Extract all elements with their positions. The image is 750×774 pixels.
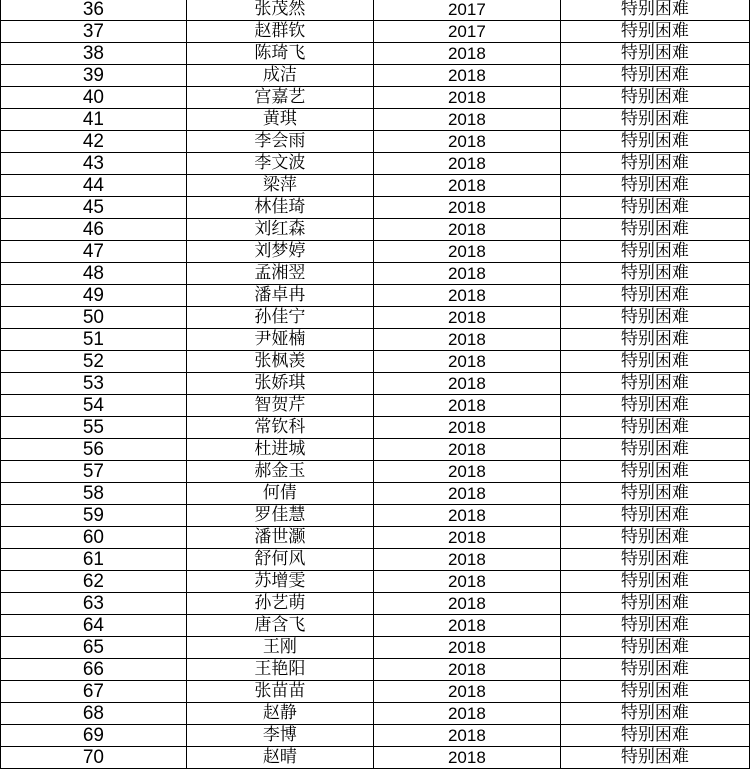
year-cell[interactable]: 2018 bbox=[373, 219, 560, 241]
row-number-cell[interactable]: 36 bbox=[1, 0, 187, 21]
year-cell[interactable]: 2018 bbox=[373, 175, 560, 197]
table-row bbox=[1, 747, 750, 769]
year-cell[interactable]: 2018 bbox=[373, 395, 560, 417]
student-name-cell[interactable]: 潘世灏 bbox=[186, 527, 373, 549]
student-name-cell[interactable]: 常钦科 bbox=[186, 417, 373, 439]
year-cell[interactable]: 2018 bbox=[373, 571, 560, 593]
table-row bbox=[1, 461, 750, 483]
row-number-cell[interactable]: 58 bbox=[1, 483, 187, 505]
student-name-cell[interactable]: 黄琪 bbox=[186, 109, 373, 131]
year-cell[interactable]: 2018 bbox=[373, 681, 560, 703]
difficulty-level-cell[interactable]: 特别困难 bbox=[560, 285, 749, 307]
row-number-cell[interactable]: 61 bbox=[1, 549, 187, 571]
row-number-cell[interactable]: 69 bbox=[1, 725, 187, 747]
student-name-cell[interactable]: 孟湘翌 bbox=[186, 263, 373, 285]
difficulty-level-cell[interactable]: 特别困难 bbox=[560, 747, 749, 769]
row-number-cell[interactable]: 44 bbox=[1, 175, 187, 197]
row-number-cell[interactable]: 59 bbox=[1, 505, 187, 527]
difficulty-level-cell[interactable]: 特别困难 bbox=[560, 549, 749, 571]
year-cell[interactable]: 2018 bbox=[373, 417, 560, 439]
year-cell[interactable]: 2018 bbox=[373, 527, 560, 549]
student-name-cell[interactable]: 李文波 bbox=[186, 153, 373, 175]
student-name-cell[interactable]: 赵群钦 bbox=[186, 21, 373, 43]
row-number-cell[interactable]: 60 bbox=[1, 527, 187, 549]
difficulty-level-cell[interactable]: 特别困难 bbox=[560, 571, 749, 593]
table-row bbox=[1, 219, 750, 241]
row-number-cell[interactable]: 65 bbox=[1, 637, 187, 659]
row-number-cell[interactable]: 37 bbox=[1, 21, 187, 43]
table-row bbox=[1, 527, 750, 549]
student-name-cell[interactable]: 张苗苗 bbox=[186, 681, 373, 703]
year-cell[interactable]: 2018 bbox=[373, 197, 560, 219]
table-row bbox=[1, 615, 750, 637]
row-number-cell[interactable]: 56 bbox=[1, 439, 187, 461]
table-row bbox=[1, 439, 750, 461]
row-number-cell[interactable]: 46 bbox=[1, 219, 187, 241]
table-row bbox=[1, 21, 750, 43]
difficulty-level-cell[interactable]: 特别困难 bbox=[560, 439, 749, 461]
year-cell[interactable]: 2018 bbox=[373, 351, 560, 373]
difficulty-level-cell[interactable]: 特别困难 bbox=[560, 615, 749, 637]
year-cell[interactable]: 2018 bbox=[373, 725, 560, 747]
year-cell[interactable]: 2018 bbox=[373, 505, 560, 527]
difficulty-level-cell[interactable]: 特别困难 bbox=[560, 131, 749, 153]
table-row bbox=[1, 87, 750, 109]
row-number-cell[interactable]: 52 bbox=[1, 351, 187, 373]
table-row bbox=[1, 373, 750, 395]
table-row bbox=[1, 571, 750, 593]
student-name-cell[interactable]: 李博 bbox=[186, 725, 373, 747]
student-name-cell[interactable]: 张枫羡 bbox=[186, 351, 373, 373]
row-number-cell[interactable]: 57 bbox=[1, 461, 187, 483]
row-number-cell[interactable]: 39 bbox=[1, 65, 187, 87]
year-cell[interactable]: 2018 bbox=[373, 549, 560, 571]
student-name-cell[interactable]: 刘梦婷 bbox=[186, 241, 373, 263]
row-number-cell[interactable]: 55 bbox=[1, 417, 187, 439]
table-row bbox=[1, 549, 750, 571]
difficulty-level-cell[interactable]: 特别困难 bbox=[560, 373, 749, 395]
student-name-cell[interactable]: 王刚 bbox=[186, 637, 373, 659]
row-number-cell[interactable]: 48 bbox=[1, 263, 187, 285]
difficulty-level-cell[interactable]: 特别困难 bbox=[560, 175, 749, 197]
year-cell[interactable]: 2018 bbox=[373, 263, 560, 285]
table-row bbox=[1, 703, 750, 725]
difficulty-level-cell[interactable]: 特别困难 bbox=[560, 637, 749, 659]
difficulty-level-cell[interactable]: 特别困难 bbox=[560, 681, 749, 703]
student-name-cell[interactable]: 张娇琪 bbox=[186, 373, 373, 395]
student-name-cell[interactable]: 王艳阳 bbox=[186, 659, 373, 681]
difficulty-level-cell[interactable]: 特别困难 bbox=[560, 659, 749, 681]
row-number-cell[interactable]: 67 bbox=[1, 681, 187, 703]
table-row bbox=[1, 131, 750, 153]
row-number-cell[interactable]: 50 bbox=[1, 307, 187, 329]
table-row bbox=[1, 263, 750, 285]
difficulty-level-cell[interactable]: 特别困难 bbox=[560, 219, 749, 241]
row-number-cell[interactable]: 51 bbox=[1, 329, 187, 351]
difficulty-level-cell[interactable]: 特别困难 bbox=[560, 21, 749, 43]
row-number-cell[interactable]: 70 bbox=[1, 747, 187, 769]
row-number-cell[interactable]: 42 bbox=[1, 131, 187, 153]
difficulty-level-cell[interactable]: 特别困难 bbox=[560, 483, 749, 505]
row-number-cell[interactable]: 49 bbox=[1, 285, 187, 307]
difficulty-level-cell[interactable]: 特别困难 bbox=[560, 87, 749, 109]
table-row bbox=[1, 285, 750, 307]
table-row bbox=[1, 0, 750, 21]
difficulty-level-cell[interactable]: 特别困难 bbox=[560, 527, 749, 549]
row-number-cell[interactable]: 63 bbox=[1, 593, 187, 615]
table-row bbox=[1, 593, 750, 615]
table-row bbox=[1, 329, 750, 351]
student-name-cell[interactable]: 成洁 bbox=[186, 65, 373, 87]
year-cell[interactable]: 2018 bbox=[373, 285, 560, 307]
row-number-cell[interactable]: 53 bbox=[1, 373, 187, 395]
difficulty-level-cell[interactable]: 特别困难 bbox=[560, 307, 749, 329]
student-name-cell[interactable]: 舒何风 bbox=[186, 549, 373, 571]
table-row bbox=[1, 725, 750, 747]
table-row bbox=[1, 417, 750, 439]
table-row bbox=[1, 65, 750, 87]
student-name-cell[interactable]: 林佳琦 bbox=[186, 197, 373, 219]
row-number-cell[interactable]: 41 bbox=[1, 109, 187, 131]
difficulty-level-cell[interactable]: 特别困难 bbox=[560, 109, 749, 131]
table-row bbox=[1, 483, 750, 505]
year-cell[interactable]: 2018 bbox=[373, 483, 560, 505]
student-name-cell[interactable]: 李会雨 bbox=[186, 131, 373, 153]
student-name-cell[interactable]: 张茂然 bbox=[186, 0, 373, 21]
year-cell[interactable]: 2018 bbox=[373, 109, 560, 131]
student-name-cell[interactable]: 罗佳慧 bbox=[186, 505, 373, 527]
student-name-cell[interactable]: 唐含飞 bbox=[186, 615, 373, 637]
row-number-cell[interactable]: 38 bbox=[1, 43, 187, 65]
student-name-cell[interactable]: 赵静 bbox=[186, 703, 373, 725]
difficulty-level-cell[interactable]: 特别困难 bbox=[560, 241, 749, 263]
year-cell[interactable]: 2018 bbox=[373, 307, 560, 329]
year-cell[interactable]: 2018 bbox=[373, 659, 560, 681]
row-number-cell[interactable]: 66 bbox=[1, 659, 187, 681]
row-number-cell[interactable]: 54 bbox=[1, 395, 187, 417]
student-name-cell[interactable]: 孙艺萌 bbox=[186, 593, 373, 615]
difficulty-level-cell[interactable]: 特别困难 bbox=[560, 153, 749, 175]
year-cell[interactable]: 2018 bbox=[373, 65, 560, 87]
table-row bbox=[1, 505, 750, 527]
student-name-cell[interactable]: 郝金玉 bbox=[186, 461, 373, 483]
table-body bbox=[1, 0, 750, 769]
student-name-cell[interactable]: 潘卓冉 bbox=[186, 285, 373, 307]
table-row bbox=[1, 637, 750, 659]
year-cell[interactable]: 2018 bbox=[373, 241, 560, 263]
year-cell[interactable]: 2018 bbox=[373, 703, 560, 725]
student-name-cell[interactable]: 梁萍 bbox=[186, 175, 373, 197]
year-cell[interactable]: 2018 bbox=[373, 329, 560, 351]
student-name-cell[interactable]: 智贺芹 bbox=[186, 395, 373, 417]
table-row bbox=[1, 681, 750, 703]
table-row bbox=[1, 153, 750, 175]
difficulty-level-cell[interactable]: 特别困难 bbox=[560, 197, 749, 219]
table-row bbox=[1, 395, 750, 417]
year-cell[interactable]: 2018 bbox=[373, 131, 560, 153]
difficulty-level-cell[interactable]: 特别困难 bbox=[560, 0, 749, 21]
difficulty-level-cell[interactable]: 特别困难 bbox=[560, 505, 749, 527]
row-number-cell[interactable]: 68 bbox=[1, 703, 187, 725]
table-row bbox=[1, 351, 750, 373]
row-number-cell[interactable]: 62 bbox=[1, 571, 187, 593]
student-name-cell[interactable]: 孙佳宁 bbox=[186, 307, 373, 329]
student-name-cell[interactable]: 杜进城 bbox=[186, 439, 373, 461]
student-name-cell[interactable]: 宫嘉艺 bbox=[186, 87, 373, 109]
student-name-cell[interactable]: 尹娅楠 bbox=[186, 329, 373, 351]
year-cell[interactable]: 2018 bbox=[373, 87, 560, 109]
year-cell[interactable]: 2018 bbox=[373, 615, 560, 637]
table-row bbox=[1, 307, 750, 329]
row-number-cell[interactable]: 47 bbox=[1, 241, 187, 263]
row-number-cell[interactable]: 64 bbox=[1, 615, 187, 637]
year-cell[interactable]: 2018 bbox=[373, 461, 560, 483]
year-cell[interactable]: 2018 bbox=[373, 43, 560, 65]
table-row bbox=[1, 175, 750, 197]
difficulty-level-cell[interactable]: 特别困难 bbox=[560, 417, 749, 439]
table-row bbox=[1, 241, 750, 263]
table-row bbox=[1, 659, 750, 681]
year-cell[interactable]: 2017 bbox=[373, 0, 560, 21]
difficulty-level-cell[interactable]: 特别困难 bbox=[560, 461, 749, 483]
difficulty-level-cell[interactable]: 特别困难 bbox=[560, 329, 749, 351]
difficulty-level-cell[interactable]: 特别困难 bbox=[560, 593, 749, 615]
student-name-cell[interactable]: 陈琦飞 bbox=[186, 43, 373, 65]
year-cell[interactable]: 2017 bbox=[373, 21, 560, 43]
difficulty-level-cell[interactable]: 特别困难 bbox=[560, 65, 749, 87]
year-cell[interactable]: 2018 bbox=[373, 373, 560, 395]
difficulty-level-cell[interactable]: 特别困难 bbox=[560, 263, 749, 285]
year-cell[interactable]: 2018 bbox=[373, 439, 560, 461]
year-cell[interactable]: 2018 bbox=[373, 593, 560, 615]
student-name-cell[interactable]: 苏增雯 bbox=[186, 571, 373, 593]
table-row bbox=[1, 109, 750, 131]
difficulty-level-cell[interactable]: 特别困难 bbox=[560, 351, 749, 373]
difficulty-level-cell[interactable]: 特别困难 bbox=[560, 43, 749, 65]
year-cell[interactable]: 2018 bbox=[373, 747, 560, 769]
row-number-cell[interactable]: 40 bbox=[1, 87, 187, 109]
student-name-cell[interactable]: 何倩 bbox=[186, 483, 373, 505]
table-row bbox=[1, 197, 750, 219]
difficulty-level-cell[interactable]: 特别困难 bbox=[560, 395, 749, 417]
year-cell[interactable]: 2018 bbox=[373, 153, 560, 175]
row-number-cell[interactable]: 45 bbox=[1, 197, 187, 219]
table-row bbox=[1, 43, 750, 65]
year-cell[interactable]: 2018 bbox=[373, 637, 560, 659]
row-number-cell[interactable]: 43 bbox=[1, 153, 187, 175]
difficulty-level-cell[interactable]: 特别困难 bbox=[560, 703, 749, 725]
student-name-cell[interactable]: 刘红森 bbox=[186, 219, 373, 241]
difficulty-level-cell[interactable]: 特别困难 bbox=[560, 725, 749, 747]
student-name-cell[interactable]: 赵晴 bbox=[186, 747, 373, 769]
